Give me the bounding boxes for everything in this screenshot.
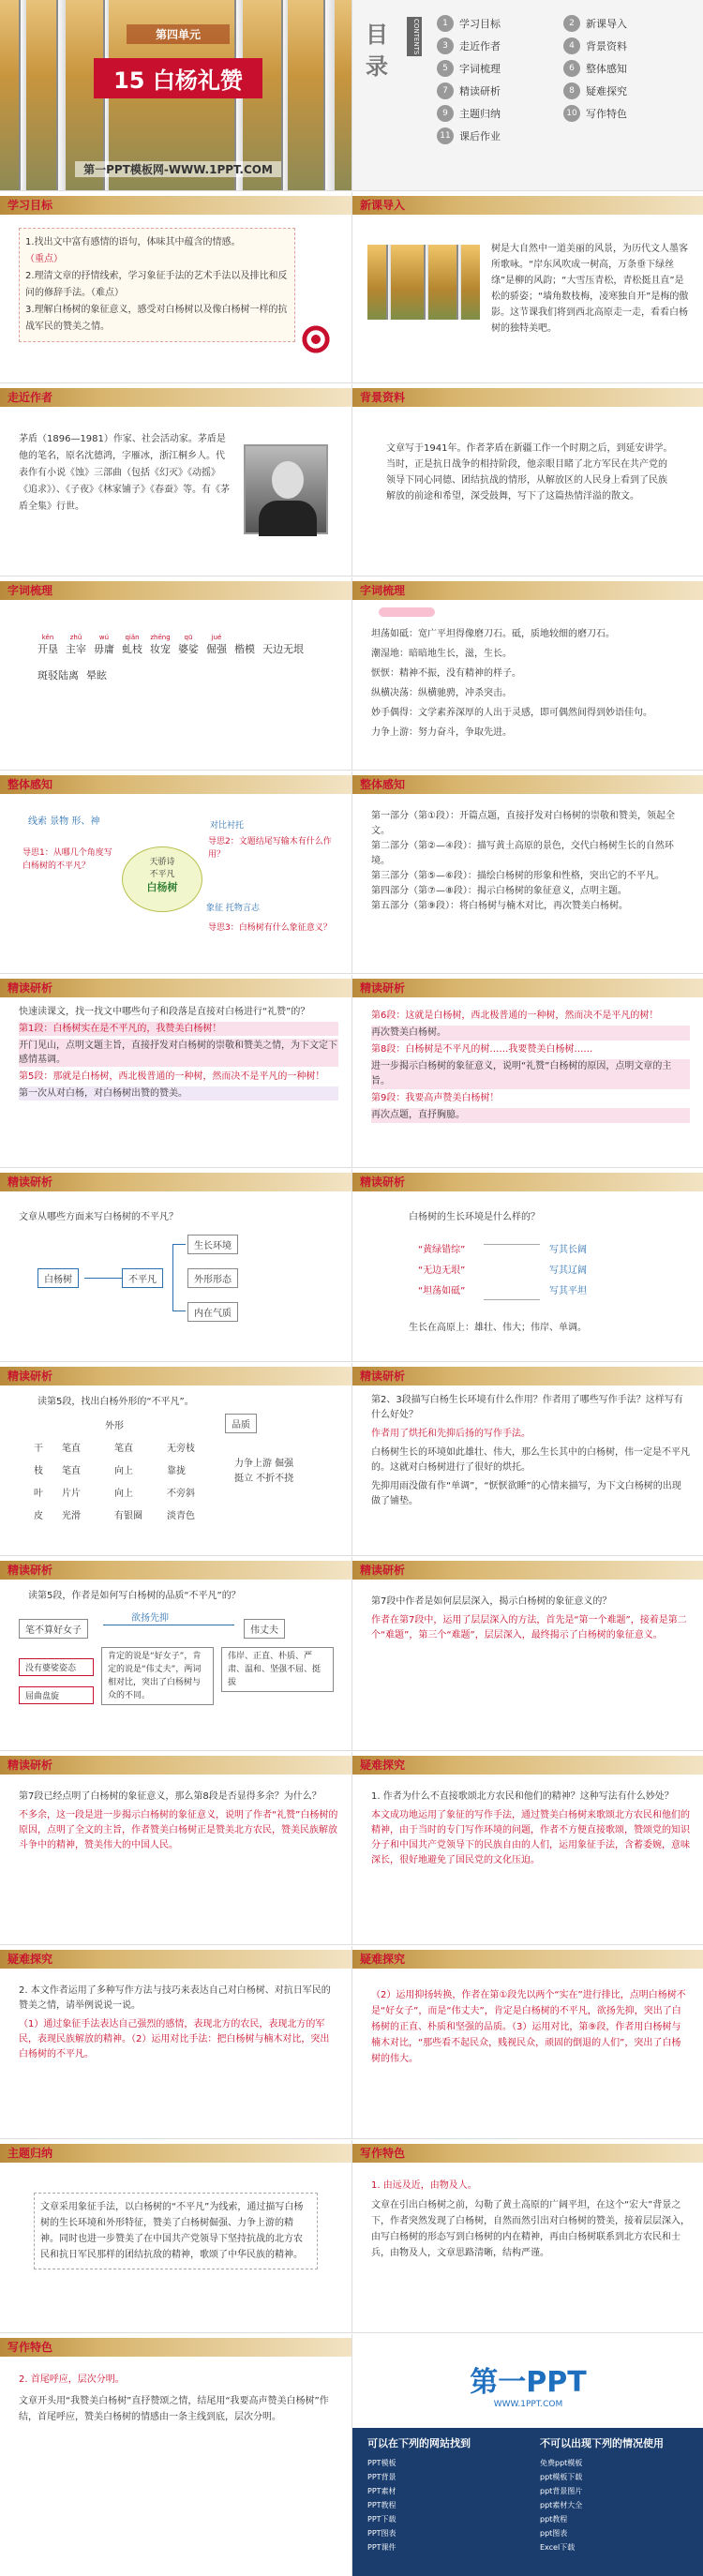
vocab-item: 纵横决荡：纵横驰骋，冲杀突击。 xyxy=(371,688,512,698)
intro-text: 树是大自然中一道美丽的风景，为历代文人墨客所歌咏。“岸东风吹成一树高，万条垂下绿丝绦”是柳的风韵；“大雪压青松，青松挺且直”是松的骄姿；“墙角数枝梅，凌寒独自开”是梅的傲影。这节课我们将到西北高原走一走，看看白杨树的独特美吧。 xyxy=(491,244,689,334)
vocab-item: 恹恹：精神不振，没有精神的样子。 xyxy=(371,668,521,679)
slide-toc xyxy=(352,0,703,190)
question: 读第5段，作者是如何写白杨树的品质“不平凡”的？ xyxy=(28,1591,241,1601)
word: 婆娑 xyxy=(178,643,199,655)
toc-label: 主题归纳 xyxy=(459,108,501,120)
vocab-word xyxy=(66,634,86,657)
answer: 不多余，这一段是进一步揭示白杨树的象征意义，说明了作者“礼赞”白杨树的原因，点明了全文的主旨，作者赞美白杨树正是赞美北方农民，赞美民族解放斗争中的精神，赞美伟大的中国人民。 xyxy=(19,1810,338,1850)
toc-item[interactable] xyxy=(563,37,690,54)
contrast-label: 对比衬托 xyxy=(210,821,245,831)
pinyin: zhēng xyxy=(150,634,171,641)
mid-label: 白杨树 xyxy=(146,881,178,893)
topic: 景物 xyxy=(50,816,69,827)
answer: 第5段：那就是白杨树，西北极普通的一种树，然而决不是平凡的一种树！ xyxy=(19,1071,325,1082)
slide-overview-structure xyxy=(352,771,703,973)
row-10 xyxy=(0,1752,703,1945)
row-12 xyxy=(0,2140,703,2333)
slide-header: 精读研析 xyxy=(360,1176,406,1189)
slide-header: 疑难探究 xyxy=(360,1759,406,1772)
diagram-branch: 生长环境 xyxy=(187,1235,238,1254)
word: 楷模 xyxy=(234,643,255,655)
table-cell: 笔直 xyxy=(62,1444,81,1454)
vocab-word xyxy=(86,668,107,683)
toc-number: 5 xyxy=(437,60,454,77)
row-1 xyxy=(0,0,703,191)
answer: 再次点题，直抒胸臆。 xyxy=(371,1108,690,1123)
toc-label: 写作特色 xyxy=(586,108,627,120)
slide-header: 精读研析 xyxy=(7,1176,53,1189)
answer: 先抑用雨没做有作“单调”，“恹恹欲睡”的心情来描写，为下文白杨树的出现做了铺垫。 xyxy=(371,1481,681,1506)
link-item[interactable]: ppt模板下载 xyxy=(540,2473,583,2481)
topic: 线索 xyxy=(28,816,47,827)
question: 文章从哪些方面来写白杨树的不平凡？ xyxy=(19,1212,178,1222)
vocab-word xyxy=(206,634,227,657)
goal-2: 2.理清文章的抒情线索，学习象征手法的艺术手法以及排比和反问的修辞手法。（难点） xyxy=(25,271,288,298)
toc-item[interactable] xyxy=(563,105,690,122)
word: 天边无垠 xyxy=(262,643,304,655)
word: 妆宠 xyxy=(150,643,171,655)
toc-label: 走近作者 xyxy=(459,40,501,52)
topic: 神 xyxy=(90,816,100,827)
word: 毋庸 xyxy=(94,643,114,655)
slide-intro xyxy=(352,192,703,382)
toc-item[interactable] xyxy=(437,82,563,99)
toc-item[interactable] xyxy=(563,15,690,32)
toc-item[interactable] xyxy=(563,82,690,99)
slide-vocab xyxy=(0,577,352,770)
link-item[interactable]: ppt背景图片 xyxy=(540,2487,583,2495)
slide-header: 新课导入 xyxy=(360,199,406,212)
slide-writing-2 xyxy=(0,2334,352,2576)
answer: 第9段：我要高声赞美白杨树！ xyxy=(371,1093,500,1103)
vocab-word xyxy=(150,634,171,657)
goal-1-tag: （重点） xyxy=(25,254,63,264)
guide-q2: 导思2：文题结尾写输木有什么作用？ xyxy=(208,837,332,860)
vocab-item: 潮湿地：暗暗地生长，滋，生长。 xyxy=(371,649,512,659)
link-item[interactable]: Excel下载 xyxy=(540,2543,576,2552)
link-item[interactable]: ppt教程 xyxy=(540,2515,568,2524)
slide-header: 走近作者 xyxy=(7,391,53,404)
toc-number: 10 xyxy=(563,105,580,122)
row-5 xyxy=(0,771,703,974)
box-item: 没有婆娑姿态 xyxy=(19,1658,94,1676)
answer: 白杨树生长的环境如此雄壮、伟大，那么生长其中的白杨树，伟一定是不平凡的。这就对白杨树进行了很好的烘托。 xyxy=(371,1447,690,1473)
table-cell: 笔直 xyxy=(62,1466,81,1476)
row-3 xyxy=(0,384,703,577)
slide-header: 疑难探究 xyxy=(7,1953,53,1966)
feature-title: 1. 由远及近，由物及人。 xyxy=(371,2180,477,2191)
word: 虬枝 xyxy=(122,643,142,655)
slide-read-6 xyxy=(352,1363,703,1555)
row-key: 干 xyxy=(34,1444,43,1454)
structure-text: 第一部分（第①段）：开篇点题，直接抒发对白杨树的崇敬和赞美，领起全文。 第二部分（第②—④段）：描写黄土高原的景色，交代白杨树生长的自然环境。 第三部分（第⑤—⑥段）：描绘白杨树的形象和性格，突出它的不平凡。 第四部分（第⑦—⑧段）：揭示白杨树的象征意义，点明主题。 第五部分（第⑨段）：将白杨树与楠木对比，再次赞美白杨树。 xyxy=(371,811,675,911)
table-row xyxy=(34,1483,221,1505)
pinyin: wú xyxy=(98,634,110,641)
link-item[interactable]: PPT模板 xyxy=(367,2459,396,2467)
mid-label: 天骄诗 xyxy=(149,858,175,867)
table-row xyxy=(34,1438,221,1460)
answer: 第1段：白杨树实在是不平凡的，我赞美白杨树！ xyxy=(19,1022,338,1036)
row-7 xyxy=(0,1169,703,1362)
toc-label: 新课导入 xyxy=(586,18,627,30)
goal-1: 1.找出文中富有感情的语句，体味其中蕴含的情感。 xyxy=(25,237,241,247)
feature-text: 文章在引出白杨树之前，勾勒了黄土高原的广阔平坦，在这个“宏大”背景之下，作者突然发现了白杨树，自然而然引出对白杨树的赞美，接着层层深入，由写白杨树的形态写到白杨树的内在精神，再由白杨树联系到北方农民和士兵，由物及人，文章思路清晰，结构严谨。 xyxy=(371,2200,690,2258)
answer: 本文成功地运用了象征的写作手法，通过赞美白杨树来歌颂北方农民和他们的精神，由于当时的专门写作环境的问题，作者不方便直接歌颂，赞颂党的知识分子和中国共产党领导下的民族自由的人们，运用象征手法，含蓄委婉，意味深长，很好地避免了国民党的文化压迫。 xyxy=(371,1810,690,1865)
env-desc: 写其长阔 xyxy=(549,1245,587,1255)
author-text: 茅盾（1896—1981）作家、社会活动家。茅盾是他的笔名，原名沈德鸿，字雁冰，浙江桐乡人。代表作有小说《蚀》三部曲（包括《幻灭》《动摇》《追求》）、《子夜》《林家铺子》《春蚕》等。有《茅盾全集》行世。 xyxy=(19,434,230,512)
link-item[interactable]: PPT图表 xyxy=(367,2529,396,2538)
slide-overview-map: 整体感知 线索 景物 形、神 导思1：从哪几个角度写白杨树的不平凡？ 天骄诗 不平凡 白杨树 对比衬托 导思2：文题结尾写输木有什么作用？ 象征 托物言志 导思3：白杨树有什么象征意义？ xyxy=(0,771,352,973)
unit-label: 第四单元 xyxy=(127,24,230,44)
vocab-item: 力争上游：努力奋斗，争取先进。 xyxy=(371,727,512,738)
word: 斑驳陆离 xyxy=(37,669,79,681)
env-term: “坦荡如砥” xyxy=(418,1286,466,1296)
toc-number: 11 xyxy=(437,127,454,144)
brand-logo: 第一PPT xyxy=(470,2366,587,2399)
feature-text: 文章开头用“我赞美白杨树”直抒赞颂之情，结尾用“我要高声赞美白杨树”作结，首尾呼应，赞美白杨树的情感由一条主线到底，层次分明。 xyxy=(19,2396,329,2422)
toc-label: 疑难探究 xyxy=(586,85,627,97)
quality-text: 力争上游 倔强挺立 不折不挠 xyxy=(234,1459,294,1484)
word-list xyxy=(37,634,319,695)
row-4 xyxy=(0,577,703,771)
table-row xyxy=(34,1505,221,1528)
answer: 再次赞美白杨树。 xyxy=(371,1026,690,1041)
answer: 第一次从对白杨，对白杨树出赞的赞美。 xyxy=(19,1086,338,1101)
table-cell: 向上 xyxy=(114,1466,133,1476)
slide-inquiry-1 xyxy=(352,1752,703,1944)
toc-sub: CONTENTS xyxy=(407,17,422,56)
mid-label: 不平凡 xyxy=(149,870,175,879)
link-item[interactable]: PPT下载 xyxy=(367,2515,396,2524)
pinyin: zhǔ xyxy=(69,634,82,641)
box-item: 肯定的说是“好女子”，肯定的说是“伟丈夫”，两词相对比，突出了白杨树与众的不同。 xyxy=(101,1647,214,1705)
table-row xyxy=(34,1460,221,1483)
row-13 xyxy=(0,2334,703,2576)
table-cell: 笔直 xyxy=(114,1444,133,1454)
toc-item[interactable] xyxy=(437,105,563,122)
toc-label: 背景资料 xyxy=(586,40,627,52)
slide-inquiry-2 xyxy=(0,1946,352,2138)
question: 第7段已经点明了白杨树的象征意义，那么第8段是否显得多余？为什么？ xyxy=(19,1791,322,1802)
slide-learning-goals xyxy=(0,192,352,382)
shape-table xyxy=(34,1438,221,1528)
env-desc: 写其辽阔 xyxy=(549,1266,587,1276)
row-9 xyxy=(0,1557,703,1751)
answer: 第8段：白杨树是不平凡的树……我要赞美白杨树…… xyxy=(371,1044,593,1055)
vocab-word xyxy=(178,634,199,657)
left-links xyxy=(367,2456,517,2554)
link-item[interactable]: PPT背景 xyxy=(367,2473,396,2481)
slide-header: 学习目标 xyxy=(7,199,53,212)
slide-read-2 xyxy=(352,975,703,1167)
answer: （2）运用抑扬转换，作者在第①段先以两个“实在”进行排比，点明白杨树不是“好女子”，而是“伟丈夫”，肯定是白杨树的不平凡，欲扬先抑，突出了白杨树的正直、朴质和坚强的品质。（3）运用对比，第⑨段，作者用白杨树与楠木对比，“那些看不起民众，贱视民众，顽固的倒退的人们”，突出了白杨树的伟大。 xyxy=(371,1990,686,2064)
table-cell: 靠拢 xyxy=(167,1466,186,1476)
diagram-left: 白杨树 xyxy=(37,1268,79,1288)
flow-label: 欲扬先抑 xyxy=(131,1613,169,1624)
slide-header: 主题归纳 xyxy=(7,2147,53,2160)
toc-number: 7 xyxy=(437,82,454,99)
right-title: 不可以出现下列的情况使用 xyxy=(540,2437,664,2449)
toc-list xyxy=(437,15,690,144)
question: 白杨树的生长环境是什么样的？ xyxy=(409,1212,540,1222)
topic: 形 xyxy=(71,816,82,827)
slide-background xyxy=(352,384,703,576)
summary: 生长在高原上：雄壮、伟大；伟岸、单调。 xyxy=(409,1323,587,1333)
slide-header: 整体感知 xyxy=(7,778,53,791)
row-6 xyxy=(0,975,703,1168)
cover-footer: 第一PPT模板网-WWW.1PPT.COM xyxy=(75,161,281,177)
guide-q1: 导思1：从哪几个角度写白杨树的不平凡？ xyxy=(22,848,112,871)
table-cell: 有银圈 xyxy=(114,1511,142,1521)
guide-q3: 导思3：白杨树有什么象征意义？ xyxy=(208,923,332,933)
slide-read-1 xyxy=(0,975,352,1167)
slide-read-3 xyxy=(0,1169,352,1361)
toc-number: 4 xyxy=(563,37,580,54)
pinyin: kěn xyxy=(41,634,54,641)
answer: 第6段：这就是白杨树，西北极普通的一种树，然而决不是平凡的树！ xyxy=(371,1011,659,1021)
slide-header: 精读研析 xyxy=(7,981,53,995)
row-8 xyxy=(0,1363,703,1556)
vocab-word xyxy=(234,642,255,657)
question: 第7段中作者是如何层层深入，揭示白杨树的象征意义的？ xyxy=(371,1596,612,1607)
vocab-word xyxy=(94,634,114,657)
mid-label: 托物言志 xyxy=(225,904,260,913)
slide-cover xyxy=(0,0,352,190)
toc-item[interactable] xyxy=(437,60,563,77)
table-cell: 不旁斜 xyxy=(167,1489,195,1499)
vocab-word xyxy=(37,668,79,683)
slide-header: 精读研析 xyxy=(360,1370,406,1383)
slide-header: 背景资料 xyxy=(360,391,406,404)
slide-read-8 xyxy=(352,1557,703,1750)
table-cell: 向上 xyxy=(114,1489,133,1499)
answer: 作者用了烘托和先抑后扬的写作手法。 xyxy=(371,1429,531,1439)
slide-read-7 xyxy=(0,1557,352,1750)
toc-label: 字词梳理 xyxy=(459,63,501,75)
feature-title: 2. 首尾呼应，层次分明。 xyxy=(19,2374,125,2385)
word: 开垦 xyxy=(37,643,58,655)
pinyin: jué xyxy=(211,634,222,641)
left-title: 可以在下列的网站找到 xyxy=(367,2437,471,2449)
question: 1. 作者为什么不直接歌颂北方农民和他们的精神？这种写法有什么妙处？ xyxy=(371,1791,674,1802)
question: 读第5段，找出白杨外形的“不平凡”。 xyxy=(37,1397,194,1407)
answer: 作者在第7段中，运用了层层深入的方法，首先是“第一个难题”，接着是第二个“难题”，第三个“难题”，层层深入，最终揭示了白杨树的象征意义。 xyxy=(371,1615,687,1640)
env-term: “黄绿错综” xyxy=(418,1245,466,1255)
slide-header: 写作特色 xyxy=(7,2341,53,2354)
slide-author xyxy=(0,384,352,576)
row-key: 枝 xyxy=(34,1466,43,1476)
col-header: 品质 xyxy=(225,1414,257,1433)
table-cell: 无旁枝 xyxy=(167,1444,195,1454)
mid-label: 象征 xyxy=(206,904,224,913)
table-cell: 光滑 xyxy=(62,1511,81,1521)
box-left: 笔不算好女子 xyxy=(19,1619,88,1639)
vocab-item: 妙手偶得：文学素养深厚的人出于灵感，即可偶然间得到妙语佳句。 xyxy=(371,708,652,718)
row-key: 皮 xyxy=(34,1511,43,1521)
link-item[interactable]: PPT素材 xyxy=(367,2487,396,2495)
env-desc: 写其平坦 xyxy=(549,1286,587,1296)
question: 2. 本文作者运用了多种写作方法与技巧来表达自己对白杨树、对抗日军民的赞美之情，请举例说说一说。 xyxy=(19,1985,331,2011)
slide-header: 精读研析 xyxy=(7,1564,53,1577)
col-header: 外形 xyxy=(105,1421,124,1431)
toc-label: 课后作业 xyxy=(459,130,501,142)
toc-item[interactable] xyxy=(437,37,563,54)
slide-header: 精读研析 xyxy=(7,1370,53,1383)
word: 主宰 xyxy=(66,643,86,655)
slide-theme xyxy=(0,2140,352,2332)
goal-3: 3.理解白杨树的象征意义，感受对白杨树以及像白杨树一样的抗战军民的赞美之情。 xyxy=(25,305,288,332)
row-key: 叶 xyxy=(34,1489,43,1499)
answer: 开门见山，点明文题主旨，直接抒发对白杨树的崇敬和赞美之情，为下文定下感情基调。 xyxy=(19,1041,337,1065)
slide-inquiry-3 xyxy=(352,1946,703,2138)
vocab-word xyxy=(122,634,142,657)
toc-title: 目录 xyxy=(366,22,388,80)
slide-header: 字词梳理 xyxy=(360,584,406,597)
table-cell: 淡青色 xyxy=(167,1511,195,1521)
slide-brand xyxy=(352,2334,703,2576)
slide-read-9 xyxy=(0,1752,352,1944)
box-item: 伟岸、正直、朴质、严肃、温和、坚强不屈、挺拔 xyxy=(221,1647,334,1692)
box-item: 屈曲盘旋 xyxy=(19,1686,94,1704)
box-right: 伟丈夫 xyxy=(244,1619,285,1639)
row-11 xyxy=(0,1946,703,2139)
slide-header: 疑难探究 xyxy=(360,1953,406,1966)
link-item[interactable]: ppt素材大全 xyxy=(540,2501,583,2509)
toc-item[interactable] xyxy=(437,15,563,32)
toc-number: 9 xyxy=(437,105,454,122)
answer: 进一步揭示白杨树的象征意义，说明“礼赞”白杨树的原因，点明文章的主旨。 xyxy=(371,1059,690,1089)
diagram-branch: 内在气质 xyxy=(187,1302,238,1322)
link-item[interactable]: ppt图表 xyxy=(540,2529,568,2538)
center-bubble xyxy=(122,846,202,912)
env-term: “无边无垠” xyxy=(418,1266,466,1276)
link-item[interactable]: 免费ppt模板 xyxy=(540,2459,583,2467)
answer: （1）通过象征手法表达自己强烈的感情，表现北方的农民，表现北方的军民，表现民族解放的精神。（2）运用对比手法：把白杨树与楠木对比，突出白杨树的不平凡。 xyxy=(19,2019,330,2059)
diagram-branch: 外形形态 xyxy=(187,1268,238,1288)
toc-number: 8 xyxy=(563,82,580,99)
slide-header: 精读研析 xyxy=(7,1759,53,1772)
slide-header: 精读研析 xyxy=(360,981,406,995)
right-links xyxy=(540,2456,690,2554)
toc-label: 精读研析 xyxy=(459,85,501,97)
toc-label: 整体感知 xyxy=(586,63,627,75)
table-cell: 片片 xyxy=(62,1489,81,1499)
question: 快速读课文，找一找文中哪些句子和段落是直接对白杨进行“礼赞”的？ xyxy=(19,1007,310,1017)
author-photo xyxy=(244,444,328,534)
slide-header: 整体感知 xyxy=(360,778,406,791)
cover-title: 15 白杨礼赞 xyxy=(94,58,262,98)
toc-label: 学习目标 xyxy=(459,18,501,30)
row-2 xyxy=(0,192,703,383)
background-text: 文章写于1941年。作者茅盾在新疆工作一个时期之后，到延安讲学。当时，正是抗日战争的相持阶段，他亲眼目睹了北方军民在共产党的领导下同心同德、团结抗战的情形，从解放区的人民身上看到了民族解放的前途和希望，深受鼓舞，写下了这篇热情洋溢的散文。 xyxy=(386,443,673,502)
birch-photo xyxy=(367,245,480,320)
vocab-word xyxy=(37,634,58,657)
toc-number: 1 xyxy=(437,15,454,32)
toc-number: 3 xyxy=(437,37,454,54)
toc-item[interactable] xyxy=(563,60,690,77)
toc-number: 6 xyxy=(563,60,580,77)
theme-text: 文章采用象征手法，以白杨树的“不平凡”为线索，通过描写白杨树的生长环境和外形特征，赞美了白杨树倔强、力争上游的精神。同时也进一步赞美了在中国共产党领导下坚持抗战的北方农民和抗日军民那样的团结抗敌的精神，歌颂了中华民族的精神。 xyxy=(34,2193,318,2269)
slide-read-4 xyxy=(352,1169,703,1361)
toc-item[interactable] xyxy=(437,127,563,144)
diagram-center: 不平凡 xyxy=(122,1268,163,1288)
word: 倔强 xyxy=(206,643,227,655)
slide-writing-1 xyxy=(352,2140,703,2332)
brand-url: WWW.1PPT.COM xyxy=(493,2400,563,2409)
vocab-item: 坦荡如砥：宽广平坦得像磨刀石。砥，质地较细的磨刀石。 xyxy=(371,629,615,639)
slide-read-5 xyxy=(0,1363,352,1555)
word: 晕眩 xyxy=(86,669,107,681)
slide-vocab-2 xyxy=(352,577,703,770)
slide-header: 精读研析 xyxy=(360,1564,406,1577)
link-item[interactable]: PPT教程 xyxy=(367,2501,396,2509)
pink-tag xyxy=(379,607,435,617)
vocab-word xyxy=(262,642,304,657)
link-item[interactable]: PPT课件 xyxy=(367,2543,396,2552)
toc-number: 2 xyxy=(563,15,580,32)
slide-header: 写作特色 xyxy=(360,2147,406,2160)
slide-header: 字词梳理 xyxy=(7,584,53,597)
target-icon xyxy=(300,323,332,355)
pinyin: qū xyxy=(184,634,193,641)
pinyin: qiǎn xyxy=(125,634,140,641)
question: 第2、3段描写白杨生长环境有什么作用？作者用了哪些写作手法？这样写有什么好处？ xyxy=(371,1395,683,1420)
